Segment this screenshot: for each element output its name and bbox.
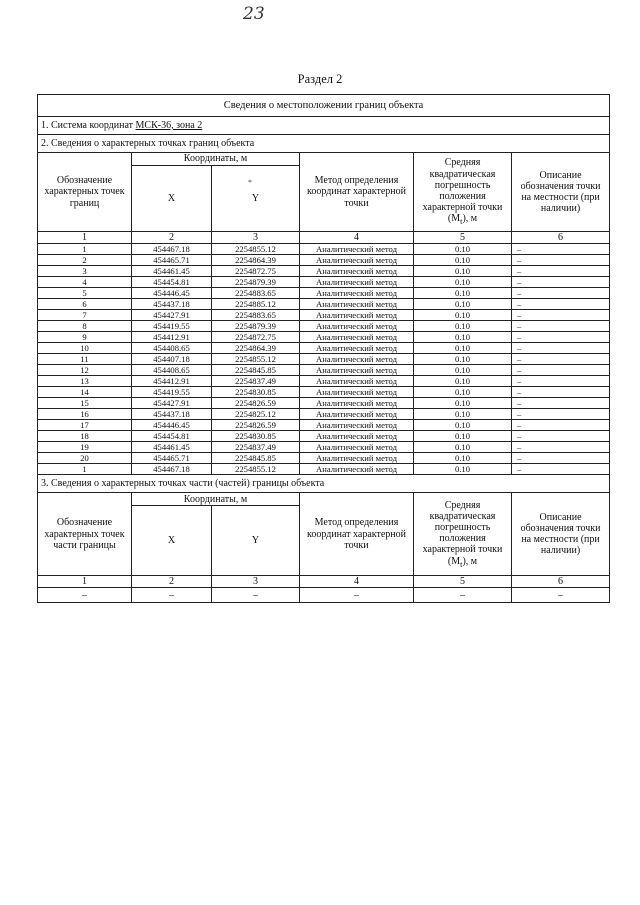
y-cell: 2254825.12 xyxy=(212,409,300,420)
colnum: 4 xyxy=(300,576,414,588)
x-cell: 454407.18 xyxy=(132,354,212,365)
description-cell: – xyxy=(512,266,610,277)
method-cell: Аналитический метод xyxy=(300,266,414,277)
colnum: 5 xyxy=(414,576,512,588)
y-cell: 2254872.75 xyxy=(212,266,300,277)
error-cell: 0.10 xyxy=(414,420,512,431)
table-row xyxy=(38,299,610,310)
table-row xyxy=(38,420,610,431)
y-cell: 2254879.39 xyxy=(212,321,300,332)
colnum: 2 xyxy=(132,576,212,588)
error-cell: 0.10 xyxy=(414,277,512,288)
error-cell: 0.10 xyxy=(414,244,512,255)
colnum: 3 xyxy=(212,232,300,244)
colnum: 2 xyxy=(132,232,212,244)
x-cell: 454454.81 xyxy=(132,431,212,442)
error-cell: 0.10 xyxy=(414,365,512,376)
error-cell: 0.10 xyxy=(414,332,512,343)
y-cell: 2254883.65 xyxy=(212,288,300,299)
colnum: 3 xyxy=(212,576,300,588)
colnum: 5 xyxy=(414,232,512,244)
y-cell: 2254855.12 xyxy=(212,244,300,255)
description-cell: – xyxy=(512,387,610,398)
method-cell: Аналитический метод xyxy=(300,431,414,442)
error-cell: 0.10 xyxy=(414,288,512,299)
x-cell: 454446.45 xyxy=(132,420,212,431)
col-coordinates-part: Координаты, м xyxy=(132,493,300,506)
x-cell: 454461.45 xyxy=(132,442,212,453)
colnum: 1 xyxy=(38,232,132,244)
x-cell: 454408.65 xyxy=(132,343,212,354)
x-cell: 454412.91 xyxy=(132,332,212,343)
col-error: Средняя квадратическая погрешность положения характерной точки $(M_t)$, м xyxy=(414,153,512,232)
part-cell: – xyxy=(300,588,414,603)
col-y-part: Y xyxy=(212,506,300,576)
col-description: Описание обозначения точки на местности (при наличии) xyxy=(512,153,610,232)
part-cell: – xyxy=(132,588,212,603)
table-row xyxy=(38,431,610,442)
description-cell: – xyxy=(512,431,610,442)
column-numbers-row xyxy=(38,232,610,244)
table-row xyxy=(38,255,610,266)
y-cell: 2254845.85 xyxy=(212,365,300,376)
error-cell: 0.10 xyxy=(414,387,512,398)
method-cell: Аналитический метод xyxy=(300,354,414,365)
point-number-cell: 8 xyxy=(38,321,132,332)
coord-system xyxy=(38,117,610,135)
colnum: 6 xyxy=(512,232,610,244)
table-row xyxy=(38,266,610,277)
error-cell: 0.10 xyxy=(414,431,512,442)
method-cell: Аналитический метод xyxy=(300,244,414,255)
col-method: Метод определения координат характерной точки xyxy=(300,153,414,232)
point-number-cell: 2 xyxy=(38,255,132,266)
y-cell: 2254830.85 xyxy=(212,387,300,398)
y-cell: 2254885.12 xyxy=(212,299,300,310)
description-cell: – xyxy=(512,277,610,288)
part-cell: – xyxy=(512,588,610,603)
table-row xyxy=(38,442,610,453)
col-point-designation: Обозначение характерных точек границ xyxy=(38,153,132,232)
description-cell: – xyxy=(512,442,610,453)
description-cell: – xyxy=(512,409,610,420)
error-cell: 0.10 xyxy=(414,453,512,464)
description-cell: – xyxy=(512,288,610,299)
part-cell: – xyxy=(212,588,300,603)
error-cell: 0.10 xyxy=(414,398,512,409)
description-cell: – xyxy=(512,398,610,409)
y-cell: 2254864.39 xyxy=(212,343,300,354)
part-cell: – xyxy=(414,588,512,603)
x-cell: 454467.18 xyxy=(132,464,212,475)
table-row xyxy=(38,409,610,420)
col-y: Y xyxy=(212,166,300,232)
description-cell: – xyxy=(512,464,610,475)
description-cell: – xyxy=(512,244,610,255)
method-cell: Аналитический метод xyxy=(300,409,414,420)
error-cell: 0.10 xyxy=(414,343,512,354)
point-number-cell: 5 xyxy=(38,288,132,299)
method-cell: Аналитический метод xyxy=(300,376,414,387)
section-title: Раздел 2 xyxy=(297,72,343,86)
error-cell: 0.10 xyxy=(414,409,512,420)
stray-mark: * xyxy=(248,178,252,187)
col-x: X xyxy=(132,166,212,232)
x-cell: 454427.91 xyxy=(132,310,212,321)
table-row xyxy=(38,376,610,387)
part-row xyxy=(38,588,610,603)
point-number-cell: 6 xyxy=(38,299,132,310)
section2-title: 2. Сведения о характерных точках границ объекта xyxy=(38,135,610,153)
table-row xyxy=(38,288,610,299)
point-number-cell: 15 xyxy=(38,398,132,409)
x-cell: 454408.65 xyxy=(132,365,212,376)
description-cell: – xyxy=(512,310,610,321)
description-cell: – xyxy=(512,255,610,266)
table-row xyxy=(38,332,610,343)
y-cell: 2254826.59 xyxy=(212,420,300,431)
colnum: 1 xyxy=(38,576,132,588)
y-cell: 2254837.49 xyxy=(212,442,300,453)
method-cell: Аналитический метод xyxy=(300,420,414,431)
description-cell: – xyxy=(512,343,610,354)
y-cell: 2254855.12 xyxy=(212,354,300,365)
error-cell: 0.10 xyxy=(414,464,512,475)
method-cell: Аналитический метод xyxy=(300,255,414,266)
point-number-cell: 11 xyxy=(38,354,132,365)
y-cell: 2254879.39 xyxy=(212,277,300,288)
x-cell: 454412.91 xyxy=(132,376,212,387)
table-row xyxy=(38,365,610,376)
table-header: Сведения о местоположении границ объекта xyxy=(38,95,610,117)
x-cell: 454419.55 xyxy=(132,387,212,398)
table-row xyxy=(38,244,610,255)
description-cell: – xyxy=(512,376,610,387)
y-cell: 2254872.75 xyxy=(212,332,300,343)
method-cell: Аналитический метод xyxy=(300,288,414,299)
method-cell: Аналитический метод xyxy=(300,332,414,343)
x-cell: 454427.91 xyxy=(132,398,212,409)
col-point-designation-part: Обозначение характерных точек части границы xyxy=(38,493,132,576)
colnum: 6 xyxy=(512,576,610,588)
error-cell: 0.10 xyxy=(414,376,512,387)
table-row xyxy=(38,354,610,365)
description-cell: – xyxy=(512,332,610,343)
point-number-cell: 1 xyxy=(38,244,132,255)
point-number-cell: 4 xyxy=(38,277,132,288)
col-description-part: Описание обозначения точки на местности (при наличии) xyxy=(512,493,610,576)
point-number-cell: 16 xyxy=(38,409,132,420)
part-cell: – xyxy=(38,588,132,603)
point-number-cell: 14 xyxy=(38,387,132,398)
description-cell: – xyxy=(512,321,610,332)
method-cell: Аналитический метод xyxy=(300,464,414,475)
x-cell: 454465.71 xyxy=(132,453,212,464)
col-method-part: Метод определения координат характерной точки xyxy=(300,493,414,576)
point-number-cell: 3 xyxy=(38,266,132,277)
point-number-cell: 17 xyxy=(38,420,132,431)
point-number-cell: 13 xyxy=(38,376,132,387)
y-cell: 2254830.85 xyxy=(212,431,300,442)
x-cell: 454467.18 xyxy=(132,244,212,255)
point-number-cell: 12 xyxy=(38,365,132,376)
section3-title: 3. Сведения о характерных точках части (частей) границы объекта xyxy=(38,475,610,493)
point-number-cell: 9 xyxy=(38,332,132,343)
x-cell: 454461.45 xyxy=(132,266,212,277)
table-row xyxy=(38,387,610,398)
method-cell: Аналитический метод xyxy=(300,277,414,288)
error-cell: 0.10 xyxy=(414,310,512,321)
y-cell: 2254855.12 xyxy=(212,464,300,475)
page-number: 23 xyxy=(243,4,265,24)
point-number-cell: 7 xyxy=(38,310,132,321)
y-cell: 2254864.39 xyxy=(212,255,300,266)
description-cell: – xyxy=(512,453,610,464)
y-cell: 2254845.85 xyxy=(212,453,300,464)
x-cell: 454419.55 xyxy=(132,321,212,332)
method-cell: Аналитический метод xyxy=(300,398,414,409)
x-cell: 454446.45 xyxy=(132,288,212,299)
x-cell: 454465.71 xyxy=(132,255,212,266)
point-number-cell: 20 xyxy=(38,453,132,464)
description-cell: – xyxy=(512,420,610,431)
description-cell: – xyxy=(512,354,610,365)
coord-system-value: МСК-36, зона 2 xyxy=(135,119,203,131)
y-cell: 2254883.65 xyxy=(212,310,300,321)
method-cell: Аналитический метод xyxy=(300,343,414,354)
x-cell: 454437.18 xyxy=(132,299,212,310)
method-cell: Аналитический метод xyxy=(300,365,414,376)
y-cell: 2254826.59 xyxy=(212,398,300,409)
table-row xyxy=(38,321,610,332)
error-cell: 0.10 xyxy=(414,442,512,453)
table-row xyxy=(38,398,610,409)
error-cell: 0.10 xyxy=(414,354,512,365)
table-row xyxy=(38,277,610,288)
col-error-part: Средняя квадратическая погрешность положения характерной точки $(M_t)$, м xyxy=(414,493,512,576)
method-cell: Аналитический метод xyxy=(300,310,414,321)
point-number-cell: 10 xyxy=(38,343,132,354)
column-numbers-row-part xyxy=(38,576,610,588)
error-cell: 0.10 xyxy=(414,321,512,332)
y-cell: 2254837.49 xyxy=(212,376,300,387)
point-number-cell: 19 xyxy=(38,442,132,453)
description-cell: – xyxy=(512,365,610,376)
coord-system-prefix: 1. Система координат xyxy=(41,119,136,131)
error-cell: 0.10 xyxy=(414,299,512,310)
point-number-cell: 1 xyxy=(38,464,132,475)
point-number-cell: 18 xyxy=(38,431,132,442)
table-row xyxy=(38,464,610,475)
x-cell: 454454.81 xyxy=(132,277,212,288)
col-x-part: X xyxy=(132,506,212,576)
method-cell: Аналитический метод xyxy=(300,387,414,398)
method-cell: Аналитический метод xyxy=(300,453,414,464)
method-cell: Аналитический метод xyxy=(300,442,414,453)
method-cell: Аналитический метод xyxy=(300,321,414,332)
boundary-table xyxy=(37,94,610,603)
description-cell: – xyxy=(512,299,610,310)
colnum: 4 xyxy=(300,232,414,244)
error-cell: 0.10 xyxy=(414,266,512,277)
table-row xyxy=(38,310,610,321)
col-coordinates: Координаты, м xyxy=(132,153,300,166)
x-cell: 454437.18 xyxy=(132,409,212,420)
method-cell: Аналитический метод xyxy=(300,299,414,310)
table-row xyxy=(38,453,610,464)
table-row xyxy=(38,343,610,354)
error-cell: 0.10 xyxy=(414,255,512,266)
